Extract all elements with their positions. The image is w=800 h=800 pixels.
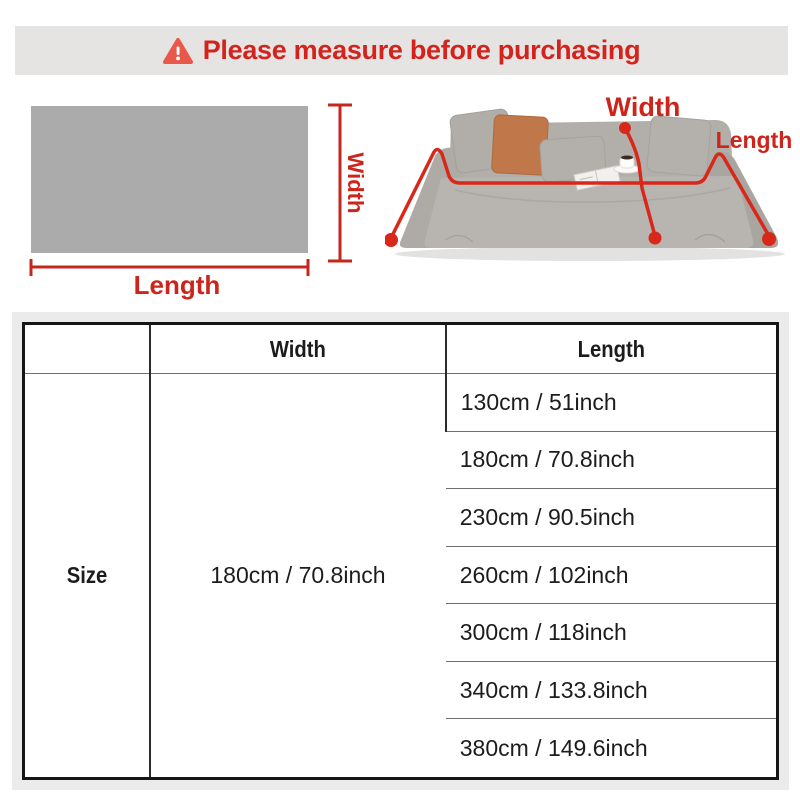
size-label-cell: [24, 374, 151, 779]
width-value-cell: 180cm / 70.8inch: [150, 374, 446, 779]
header-length-cell: [446, 324, 778, 374]
flat-width-label: Width: [343, 152, 368, 214]
warning-triangle-icon: [163, 37, 193, 65]
length-option-cell: 180cm / 70.8inch: [446, 431, 778, 489]
flat-fabric-diagram: [10, 95, 370, 310]
length-option-cell: 380cm / 149.6inch: [446, 719, 778, 779]
fabric-rectangle: [31, 106, 308, 253]
sofa-width-label: Width: [605, 92, 681, 122]
size-table: [22, 322, 779, 780]
length-option-cell: 340cm / 133.8inch: [446, 661, 778, 719]
size-label: Size: [66, 562, 108, 588]
table-row: [24, 374, 778, 432]
header-width-cell: [150, 324, 446, 374]
size-table-frame: [12, 312, 789, 790]
flat-length-label: Length: [133, 270, 221, 300]
sofa-cover-diagram: [385, 90, 800, 275]
banner-text: Please measure before purchasing: [202, 35, 641, 65]
length-option-cell: 130cm / 51inch: [446, 374, 778, 432]
length-option-cell: 260cm / 102inch: [446, 546, 778, 604]
length-header-label: Length: [577, 335, 646, 362]
header-empty-cell: [24, 324, 151, 374]
length-option-cell: 230cm / 90.5inch: [446, 489, 778, 547]
sofa-length-label: Length: [715, 127, 793, 153]
width-header-label: Width: [269, 335, 326, 362]
pillow-gray-right: [647, 115, 712, 176]
table-header-row: [24, 324, 778, 374]
sofa-shadow: [395, 247, 785, 261]
measure-warning-banner: [15, 26, 788, 75]
length-option-cell: 300cm / 118inch: [446, 604, 778, 662]
